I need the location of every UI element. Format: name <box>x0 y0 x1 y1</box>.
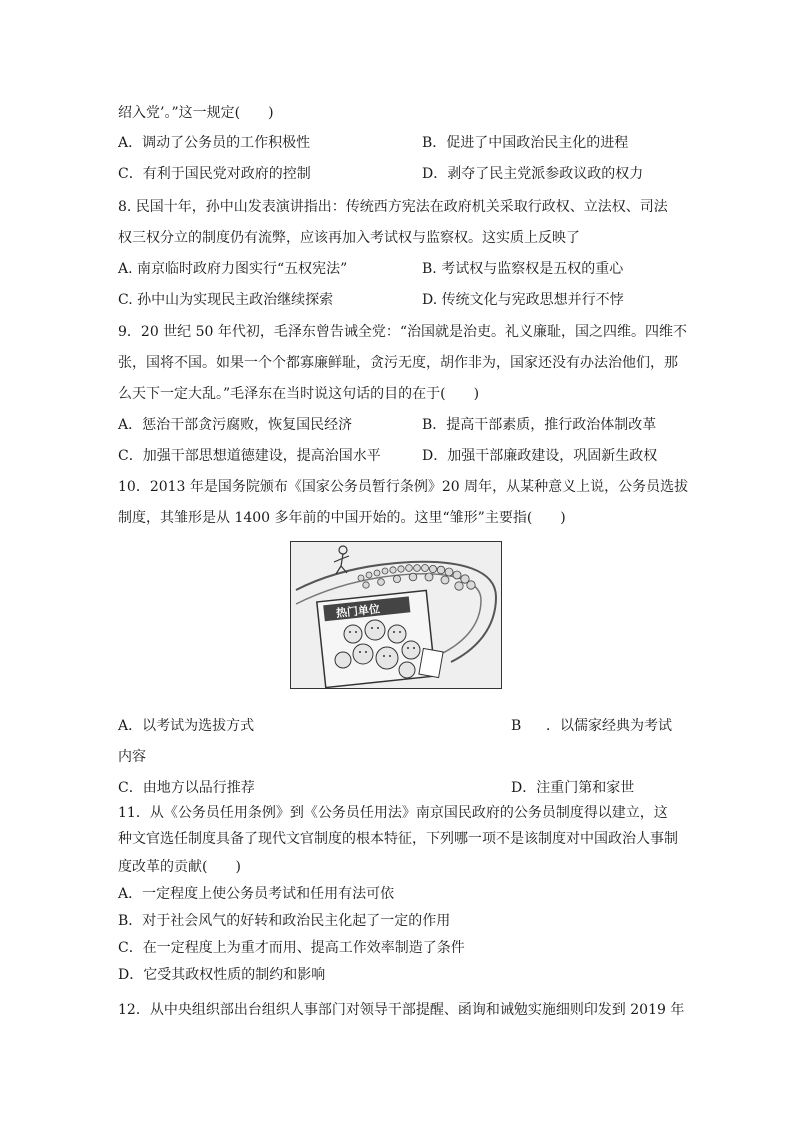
q11-option-c[interactable]: C．在一定程度上为重才而用、提高工作效率制造了条件 <box>118 940 465 956</box>
q10-stem-line1: 10．2013 年是国务院颁布《国家公务员暂行条例》20 周年，从某种意义上说，公务员选拔 <box>118 479 689 495</box>
q7-option-b[interactable]: B．促进了中国政治民主化的进程 <box>422 135 629 151</box>
q8-option-c[interactable]: C. 孙中山为实现民主政治继续探索 <box>118 292 334 308</box>
q10-option-b-letter[interactable]: B <box>511 718 522 734</box>
q10-option-b-text[interactable]: ．以儒家经典为考试 <box>546 718 672 734</box>
q10-option-d[interactable]: D．注重门第和家世 <box>511 780 635 796</box>
cartoon-paper <box>419 648 443 677</box>
q11-option-d[interactable]: D．它受其政权性质的制约和影响 <box>118 967 326 983</box>
cartoon-poster-sign: 热门单位 <box>335 602 381 620</box>
q11-stem-line2: 种文官选任制度具备了现代文官制度的根本特征，下列哪一项不是该制度对中国政治人事制 <box>118 831 678 847</box>
q11-option-a[interactable]: A．一定程度上使公务员考试和任用有法可依 <box>118 886 395 902</box>
q7-option-a[interactable]: A．调动了公务员的工作积极性 <box>118 135 311 151</box>
q7-option-c[interactable]: C．有利于国民党对政府的控制 <box>118 166 311 182</box>
cartoon-drawing <box>291 542 501 688</box>
q9-option-c[interactable]: C．加强干部思想道德建设，提高治国水平 <box>118 448 381 464</box>
q10-option-b-continued: 内容 <box>118 749 146 765</box>
q9-stem-line1: 9．20 世纪 50 年代初，毛泽东曾告诫全党：“治国就是治吏。礼义廉耻，国之四维。四维不 <box>118 324 688 340</box>
q8-option-a[interactable]: A. 南京临时政府力图实行“五权宪法” <box>118 261 348 277</box>
q11-option-b[interactable]: B．对于社会风气的好转和政治民主化起了一定的作用 <box>118 913 451 929</box>
q7-option-d[interactable]: D．剥夺了民主党派参政议政的权力 <box>422 166 644 182</box>
q8-stem-line1: 8. 民国十年，孙中山发表演讲指出：传统西方宪法在政府机关采取行政权、立法权、司法 <box>118 199 668 215</box>
q10-option-c[interactable]: C．由地方以品行推荐 <box>118 780 255 796</box>
q11-stem-line3: 度改革的贡献( ) <box>118 859 241 875</box>
q10-stem-line2: 制度，其雏形是从 1400 多年前的中国开始的。这里“雏形”主要指( ) <box>118 510 566 526</box>
q8-stem-line2: 权三权分立的制度仍有流弊，应该再加入考试权与监察权。这实质上反映了 <box>118 230 580 246</box>
q8-option-b[interactable]: B. 考试权与监察权是五权的重心 <box>422 261 624 277</box>
cartoon-illustration <box>290 541 502 689</box>
q10-option-a[interactable]: A．以考试为选拔方式 <box>118 718 255 734</box>
q8-option-d[interactable]: D. 传统文化与宪政思想并行不悖 <box>422 292 624 308</box>
q9-option-a[interactable]: A．惩治干部贪污腐败，恢复国民经济 <box>118 417 353 433</box>
q9-option-b[interactable]: B．提高干部素质，推行政治体制改革 <box>422 417 657 433</box>
q9-stem-line2: 张，国将不国。如果一个个都寡廉鲜耻，贪污无度，胡作非为，国家还没有办法治他们，那 <box>118 355 678 371</box>
q9-option-d[interactable]: D．加强干部廉政建设，巩固新生政权 <box>422 448 658 464</box>
q11-stem-line1: 11．从《公务员任用条例》到《公务员任用法》南京国民政府的公务员制度得以建立，这 <box>118 805 668 821</box>
q7-stem-end: 绍入党’。”这一规定( ) <box>118 105 274 121</box>
q12-stem-line1: 12．从中央组织部出台组织人事部门对领导干部提醒、函询和诫勉实施细则印发到 2019 年 <box>118 1002 685 1018</box>
q9-stem-line3: 么天下一定大乱。”毛泽东在当时说这句话的目的在于( ) <box>118 386 480 402</box>
